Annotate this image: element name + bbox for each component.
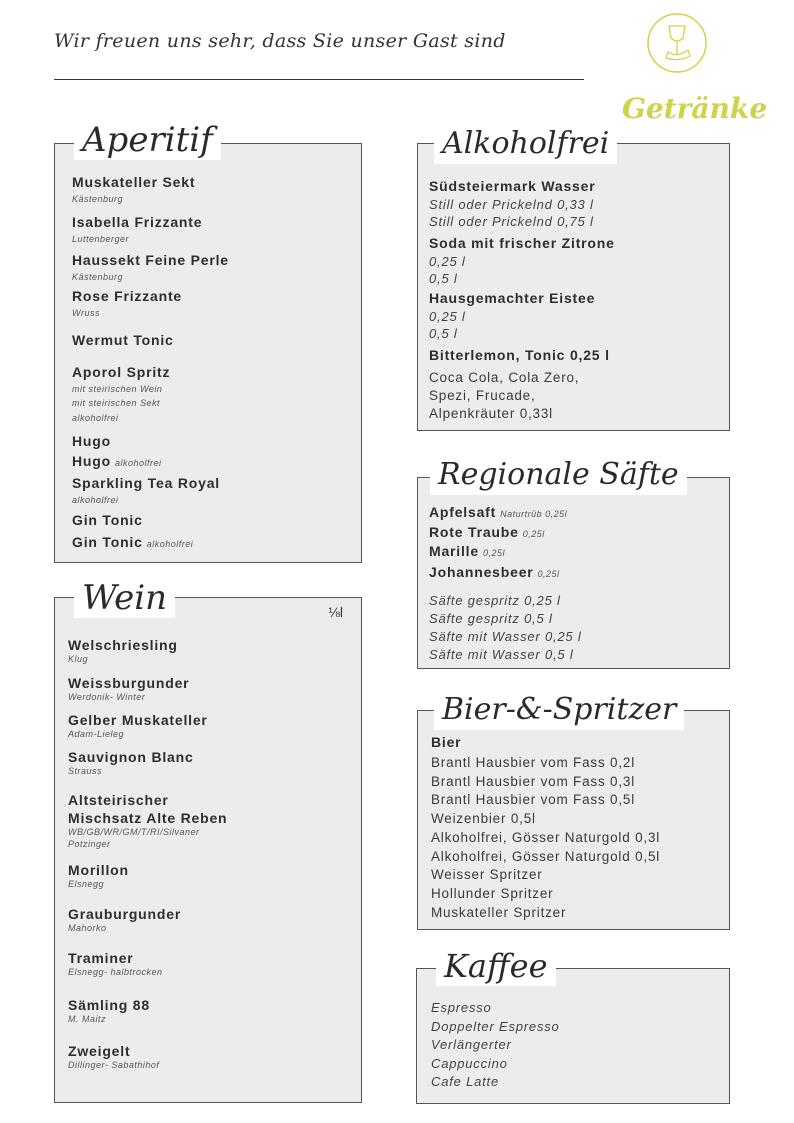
menu-item-note: M. Maitz (68, 1014, 107, 1024)
menu-item-note: Adam-Lieleg (68, 729, 125, 739)
panel-title-bier: Bier-&-Spritzer (434, 690, 684, 730)
menu-item-name: Hugo alkoholfrei (72, 453, 162, 469)
menu-item-line: Verlängerter (431, 1037, 512, 1052)
menu-item-name: Hausgemachter Eistee (429, 290, 596, 306)
panel-title-aperitif: Aperitif (74, 120, 221, 160)
menu-item-line: Hollunder Spritzer (431, 885, 554, 901)
menu-item-name: Hugo (72, 433, 111, 449)
wine-glass-hand-icon (646, 12, 708, 74)
menu-item-line: Coca Cola, Cola Zero, (429, 370, 580, 385)
menu-item-name: Südsteiermark Wasser (429, 178, 596, 194)
menu-item-note: mit steirischen Sekt (72, 398, 161, 408)
menu-item-line: Cafe Latte (431, 1074, 499, 1089)
section-title: Getränke (622, 92, 768, 125)
menu-item-line: Spezi, Frucade, (429, 388, 536, 403)
panel-title-alkoholfrei: Alkoholfrei (434, 124, 617, 164)
menu-item-name: Wermut Tonic (72, 332, 174, 348)
menu-item-name: Morillon (68, 862, 129, 878)
menu-item-note: Naturtrüb 0,25l (500, 509, 568, 519)
tagline: Wir freuen uns sehr, dass Sie unser Gast sind (54, 30, 506, 52)
menu-item-line: Säfte mit Wasser 0,25 l (429, 629, 582, 644)
menu-item-line: Weisser Spritzer (431, 867, 543, 883)
bier-heading: Bier (431, 734, 462, 750)
saefte-panel (417, 477, 730, 669)
menu-item-note: Strauss (68, 766, 103, 776)
menu-item-name: Johannesbeer 0,25l (429, 564, 560, 580)
menu-item-line: Brantl Hausbier vom Fass 0,3l (431, 773, 636, 789)
menu-item-note: Klug (68, 654, 89, 664)
menu-item-name: Welschriesling (68, 637, 178, 653)
menu-item-name: Isabella Frizzante (72, 214, 203, 230)
menu-item-name: Grauburgunder (68, 906, 182, 922)
menu-item-line: 0,25 l (429, 309, 466, 324)
menu-item-note: Werdonik- Winter (68, 692, 146, 702)
menu-item-line: Weizenbier 0,5l (431, 811, 536, 827)
menu-item-name: Apfelsaft Naturtrüb 0,25l (429, 504, 568, 520)
menu-item-note: alkoholfrei (114, 458, 162, 468)
menu-item-note: Potzinger (68, 839, 111, 849)
panel-title-saefte: Regionale Säfte (430, 455, 687, 495)
menu-item-line: Still oder Prickelnd 0,33 l (429, 197, 594, 212)
menu-item-note: alkoholfrei (72, 495, 119, 505)
menu-item-name: Rose Frizzante (72, 288, 182, 304)
menu-item-line: 0,5 l (429, 326, 458, 341)
menu-item-line: Cappuccino (431, 1055, 508, 1071)
menu-item-name: Gin Tonic alkoholfrei (72, 534, 194, 550)
menu-item-line: 0,5 l (429, 271, 458, 286)
menu-item-note: 0,25l (537, 569, 560, 579)
menu-item-line: Säfte gespritz 0,25 l (429, 593, 561, 608)
wein-panel (54, 597, 362, 1103)
menu-item-line: Espresso (431, 1000, 492, 1015)
menu-item-note: alkoholfrei (72, 413, 119, 423)
menu-item-name: Sparkling Tea Royal (72, 475, 220, 491)
menu-item-name: Sämling 88 (68, 997, 150, 1013)
menu-item-name: Aporol Spritz (72, 364, 171, 380)
menu-item-name: Gin Tonic (72, 512, 143, 528)
menu-item-line: Alkoholfrei, Gösser Naturgold 0,5l (431, 848, 661, 864)
menu-item-note: Elsnegg (68, 879, 105, 889)
menu-item-name: Altsteirischer (68, 792, 169, 808)
menu-item-name: Weissburgunder (68, 675, 190, 691)
menu-item-note: 0,25l (482, 548, 505, 558)
measure-label: ⅛l (328, 604, 343, 620)
menu-item-line: Alkoholfrei, Gösser Naturgold 0,3l (431, 829, 661, 845)
menu-item-note: mit steirischen Wein (72, 384, 163, 394)
menu-item-note: Kästenburg (72, 194, 124, 204)
menu-item-note: Elsnegg- halbtrocken (68, 967, 163, 977)
menu-item-line: Brantl Hausbier vom Fass 0,5l (431, 792, 636, 808)
divider (54, 79, 584, 80)
menu-item-line: Still oder Prickelnd 0,75 l (429, 214, 594, 229)
menu-item-note: Dillinger- Sabathihof (68, 1060, 160, 1070)
alkoholfrei-panel (417, 143, 730, 431)
menu-item-line: Säfte mit Wasser 0,5 l (429, 647, 574, 662)
menu-item-note: 0,25l (522, 529, 545, 539)
menu-item-line: Brantl Hausbier vom Fass 0,2l (431, 755, 636, 770)
menu-item-line: 0,25 l (429, 254, 466, 269)
panel-title-wein: Wein (74, 578, 175, 618)
menu-item-name: Zweigelt (68, 1043, 131, 1059)
menu-item-name: Gelber Muskateller (68, 712, 208, 728)
menu-item-note: Kästenburg (72, 272, 124, 282)
bier-panel (417, 710, 730, 930)
menu-item-note: Wruss (72, 308, 100, 318)
kaffee-panel (416, 968, 730, 1104)
menu-item-line: Muskateller Spritzer (431, 904, 567, 920)
menu-item-name: Rote Traube 0,25l (429, 524, 545, 540)
menu-item-name: Marille 0,25l (429, 543, 505, 559)
menu-item-note: WB/GB/WR/GM/T/RI/Silvaner (68, 827, 200, 837)
menu-item-name: Muskateller Sekt (72, 174, 196, 190)
menu-item-name: Bitterlemon, Tonic 0,25 l (429, 347, 610, 363)
menu-item-name: Traminer (68, 950, 134, 966)
menu-item-name: Haussekt Feine Perle (72, 252, 229, 268)
menu-item-name: Sauvignon Blanc (68, 749, 194, 765)
menu-item-line: Alpenkräuter 0,33l (429, 406, 553, 421)
aperitif-panel (54, 143, 362, 563)
menu-item-line: Doppelter Espresso (431, 1018, 560, 1034)
menu-item-note: Luttenberger (72, 234, 130, 244)
menu-item-note: Mahorko (68, 923, 107, 933)
menu-item-name: Soda mit frischer Zitrone (429, 235, 615, 251)
panel-title-kaffee: Kaffee (436, 946, 556, 986)
menu-item-name: Mischsatz Alte Reben (68, 810, 228, 826)
menu-item-line: Säfte gespritz 0,5 l (429, 611, 553, 626)
menu-item-note: alkoholfrei (146, 539, 194, 549)
